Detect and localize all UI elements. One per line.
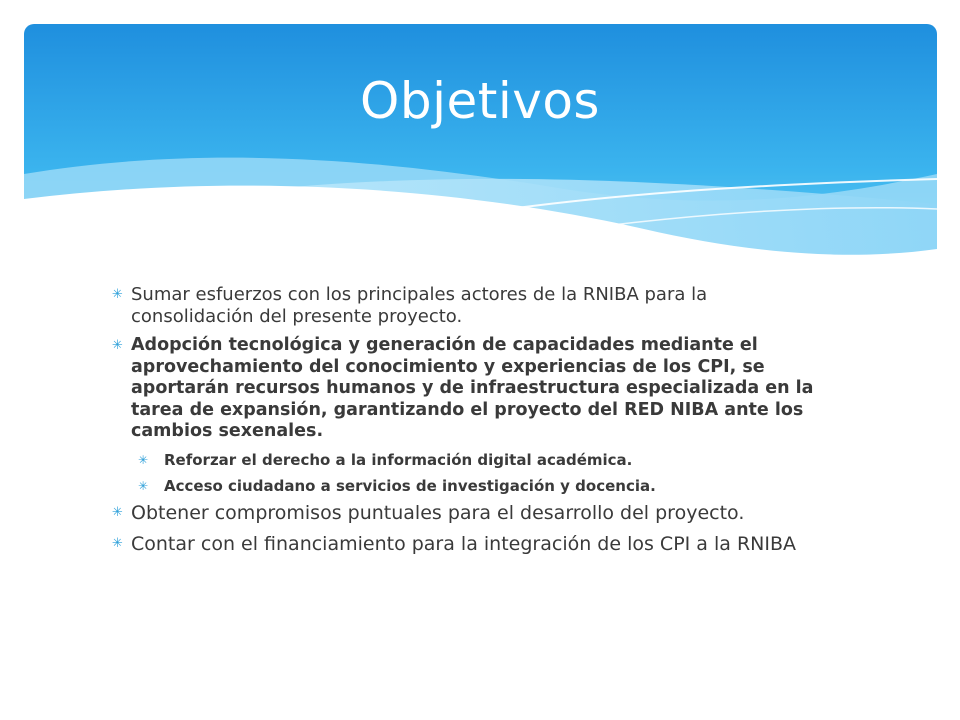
asterisk-icon: ✳: [112, 338, 123, 353]
sub-list-item-text: Reforzar el derecho a la información digital académica.: [164, 450, 633, 469]
sub-list-item: [112, 450, 832, 470]
slide-title: Objetivos: [360, 72, 600, 130]
wave-background: [24, 24, 937, 269]
asterisk-icon: ✳: [138, 478, 149, 493]
sub-list-item: [112, 476, 832, 496]
asterisk-icon: ✳: [112, 504, 123, 520]
list-item: [112, 501, 832, 525]
asterisk-icon: ✳: [138, 452, 149, 467]
bullet-list: [112, 284, 832, 563]
asterisk-icon: ✳: [112, 535, 123, 551]
asterisk-icon: ✳: [112, 287, 123, 302]
list-item-text: Sumar esfuerzos con los principales actores de la RNIBA para la consolidación del presente proyecto.: [131, 284, 708, 327]
list-item-text: Obtener compromisos puntuales para el desarrollo del proyecto.: [131, 501, 745, 524]
list-item-text: Adopción tecnológica y generación de capacidades mediante el aprovechamiento del conocimiento y experiencias de los CPI, se aportarán recursos humanos y de infraestructura especializada en la tarea de expansión, garantizando el proyecto del RED NIBA ante los cambios sexenales.: [131, 335, 814, 441]
list-item: [112, 335, 832, 443]
list-item-text: Contar con el financiamiento para la integración de los CPI a la RNIBA: [131, 532, 796, 555]
header-banner: [24, 24, 937, 269]
list-item: [112, 284, 832, 328]
list-item: [112, 532, 832, 556]
sub-list-item-text: Acceso ciudadano a servicios de investigación y docencia.: [164, 476, 656, 495]
